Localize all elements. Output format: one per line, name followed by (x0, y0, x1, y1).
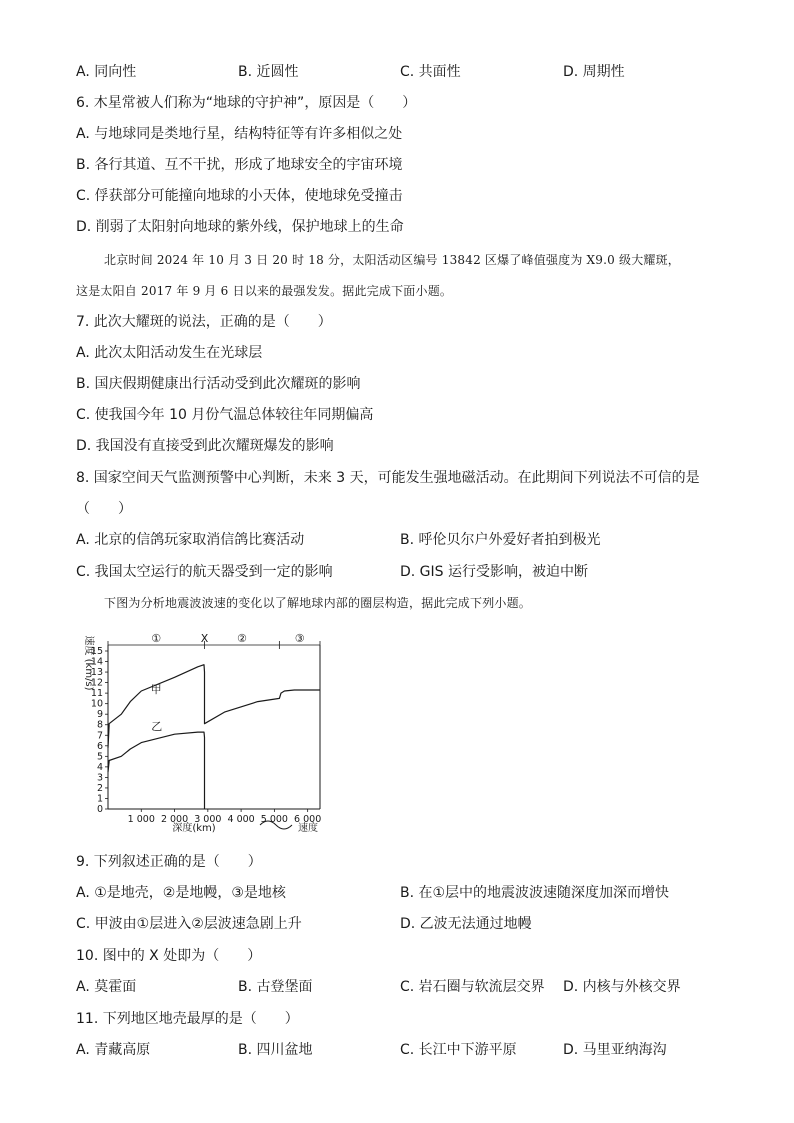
y-tick-label: 2 (96, 782, 103, 794)
y-tick-label: 0 (96, 804, 103, 815)
q10-option-b: B. 古登堡面 (238, 979, 313, 995)
q9-option-a: A. ①是地壳，②是地幔，③是地核 (76, 885, 286, 901)
q5-option-a: A. 同向性 (76, 64, 137, 80)
q10-option-d: D. 内核与外核交界 (563, 979, 681, 995)
q11-option-c: C. 长江中下游平原 (400, 1042, 517, 1058)
zone-label: ② (236, 632, 247, 645)
q5-option-c: C. 共面性 (400, 64, 461, 80)
q6-option-d: D. 削弱了太阳射向地球的紫外线，保护地球上的生命 (76, 219, 404, 235)
seismic-velocity-chart (74, 625, 334, 840)
q7-stem: 7. 此次大耀斑的说法，正确的是（ ） (76, 314, 332, 330)
q7-option-c: C. 使我国今年 10 月份气温总体较往年同期偏高 (76, 407, 374, 423)
q9-option-b: B. 在①层中的地震波波速随深度加深而增快 (400, 885, 670, 901)
y-tick-label: 13 (90, 667, 103, 679)
q7-option-a: A. 此次太阳活动发生在光球层 (76, 345, 263, 361)
x-tick-label: 3 000 (194, 814, 222, 825)
q6-option-c: C. 俘获部分可能撞向地球的小天体，使地球免受撞击 (76, 188, 403, 204)
y-axis-title-text: 速度 (km/s) (83, 635, 94, 691)
y-tick-label: 14 (90, 656, 103, 668)
y-tick-label: 1 (96, 793, 103, 805)
intro-flare-line1: 北京时间 2024 年 10 月 3 日 20 时 18 分，太阳活动区编号 13842 区爆了峰值强度为 X9.0 级大耀斑， (104, 253, 680, 267)
y-tick-label: 5 (96, 751, 103, 763)
q8-stem-line2: （ ） (76, 501, 132, 517)
y-tick-label: 11 (90, 688, 103, 700)
q6-option-a: A. 与地球同是类地行星，结构特征等有许多相似之处 (76, 126, 403, 142)
legend-label: 速度 (298, 823, 318, 834)
y-tick-label: 4 (96, 761, 103, 773)
x-tick-label: 6 000 (294, 814, 322, 825)
q10-option-c: C. 岩石圈与软流层交界 (400, 979, 545, 995)
q11-stem: 11. 下列地区地壳最厚的是（ ） (76, 1011, 299, 1027)
q5-option-d: D. 周期性 (563, 64, 625, 80)
q10-stem: 10. 图中的 X 处即为（ ） (76, 948, 262, 964)
chart-axes (108, 645, 320, 809)
y-tick-label: 6 (96, 740, 103, 752)
series-label: 甲 (150, 683, 162, 697)
q9-option-d: D. 乙波无法通过地幔 (400, 916, 532, 932)
x-tick-labels (128, 809, 322, 825)
x-tick-label: 4 000 (227, 814, 255, 825)
y-tick-label: 3 (96, 772, 103, 784)
q8-option-d: D. GIS 运行受影响，被迫中断 (400, 564, 588, 580)
series-lines (108, 665, 320, 809)
q11-option-b: B. 四川盆地 (238, 1042, 313, 1058)
q8-option-a: A. 北京的信鸽玩家取消信鸽比赛活动 (76, 532, 305, 548)
y-tick-labels (91, 646, 108, 815)
x-axis-title: 深度(km) (172, 823, 216, 834)
x-tick-label: 1 000 (127, 814, 155, 825)
zone-label: X (200, 632, 209, 645)
q11-option-a: A. 青藏高原 (76, 1042, 151, 1058)
intro-seismic: 下图为分析地震波波速的变化以了解地球内部的圈层构造，据此完成下列小题。 (104, 596, 532, 610)
q9-option-c: C. 甲波由①层进入②层波速急剧上升 (76, 916, 302, 932)
q9-stem: 9. 下列叙述正确的是（ ） (76, 854, 262, 870)
series-line-乙 (108, 732, 205, 809)
q6-stem: 6. 木星常被人们称为“地球的守护神”，原因是（ ） (76, 95, 417, 111)
q7-option-d: D. 我国没有直接受到此次耀斑爆发的影响 (76, 438, 334, 454)
zone-bar (108, 632, 320, 649)
series-line-甲 (108, 665, 320, 748)
x-tick-label: 2 000 (160, 814, 189, 825)
y-tick-label: 7 (96, 730, 103, 742)
x-tick-label: 5 000 (260, 814, 288, 825)
y-tick-label: 12 (90, 677, 103, 689)
q6-option-b: B. 各行其道、互不干扰，形成了地球安全的宇宙环境 (76, 157, 403, 173)
q7-option-b: B. 国庆假期健康出行活动受到此次耀斑的影响 (76, 376, 361, 392)
intro-flare-line2: 这是太阳自 2017 年 9 月 6 日以来的最强发发。据此完成下面小题。 (76, 284, 453, 298)
zone-label: ① (151, 632, 162, 645)
zone-label: ③ (294, 632, 305, 645)
q8-stem-line1: 8. 国家空间天气监测预警中心判断，未来 3 天，可能发生强地磁活动。在此期间下列说法不可信的是 (76, 470, 700, 486)
q5-option-b: B. 近圆性 (238, 64, 299, 80)
y-tick-label: 9 (96, 709, 103, 721)
q11-option-d: D. 马里亚纳海沟 (563, 1042, 667, 1058)
y-tick-label: 10 (90, 698, 103, 710)
y-tick-label: 15 (90, 646, 103, 657)
q8-option-b: B. 呼伦贝尔户外爱好者拍到极光 (400, 532, 601, 548)
y-tick-label: 8 (96, 719, 103, 731)
q8-option-c: C. 我国太空运行的航天器受到一定的影响 (76, 564, 333, 580)
q10-option-a: A. 莫霍面 (76, 979, 137, 995)
series-label: 乙 (151, 720, 163, 733)
